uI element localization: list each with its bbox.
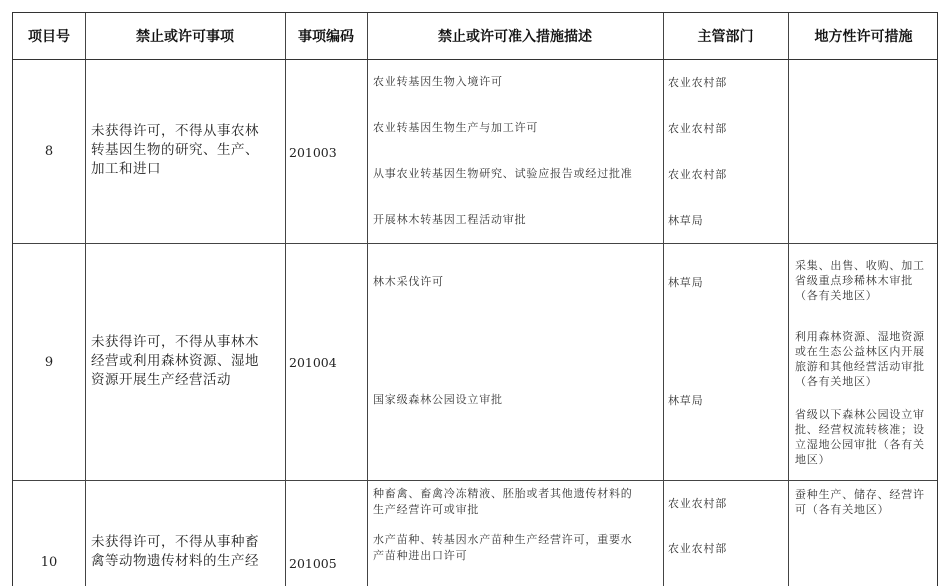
local-line: 蚕种生产、储存、经营许: [795, 488, 925, 501]
dept-text: 农业农村部: [668, 168, 727, 181]
header-local: 地方性许可措施: [814, 29, 913, 45]
local-line: 可（各有关地区）: [795, 503, 890, 516]
item-text: [91, 533, 259, 571]
row-number: 10: [40, 555, 58, 570]
dept-text: 农业农村部: [668, 76, 727, 89]
local-measure: [795, 258, 925, 303]
desc-line: 种畜禽、畜禽冷冻精液、胚胎或者其他遗传材料的: [373, 487, 633, 500]
local-line: 批、经营权流转核准；设: [795, 423, 925, 436]
desc-text: 从事农业转基因生物研究、试验应报告或经过批准: [373, 167, 633, 180]
desc-text: 农业转基因生物生产与加工许可: [373, 121, 539, 134]
item-line: 资源开展生产经营活动: [91, 372, 231, 388]
desc-text: [373, 532, 633, 564]
header-dept: 主管部门: [697, 29, 754, 45]
dept-text: 林草局: [668, 276, 704, 289]
dept-text: 农业农村部: [668, 122, 727, 135]
local-measure: [795, 407, 925, 467]
column-divider: [285, 13, 286, 586]
item-code: 201004: [289, 355, 337, 370]
column-divider: [367, 13, 368, 586]
item-line: 未获得许可，不得从事种畜: [91, 534, 259, 550]
local-line: （各有关地区）: [795, 289, 878, 302]
column-divider: [85, 13, 86, 586]
local-line: 利用森林资源、湿地资源: [795, 330, 925, 343]
local-line: （各有关地区）: [795, 375, 878, 388]
desc-text: 林木采伐许可: [373, 275, 444, 288]
local-line: 立湿地公园审批（各有关: [795, 438, 925, 451]
item-line: 禽等动物遗传材料的生产经: [91, 553, 259, 569]
dept-text: 农业农村部: [668, 497, 727, 510]
row-divider: [13, 480, 937, 481]
desc-text: 农业转基因生物入境许可: [373, 75, 503, 88]
item-code: 201003: [289, 145, 337, 160]
local-line: 旅游和其他经营活动审批: [795, 360, 925, 373]
row-number: 9: [44, 355, 54, 370]
local-line: 地区）: [795, 453, 831, 466]
column-divider: [663, 13, 664, 586]
item-code: 201005: [289, 556, 337, 571]
item-line: 未获得许可，不得从事林木: [91, 334, 259, 350]
row-divider: [13, 243, 937, 244]
header-desc: 禁止或许可准入措施描述: [438, 29, 592, 45]
permit-table: [12, 12, 938, 586]
item-line: 未获得许可，不得从事农林: [91, 123, 259, 139]
local-line: 省级重点珍稀林木审批: [795, 274, 913, 287]
dept-text: 农业农村部: [668, 542, 727, 555]
item-line: 经营或利用森林资源、湿地: [91, 353, 259, 369]
local-line: 或在生态公益林区内开展: [795, 345, 925, 358]
local-line: 省级以下森林公园设立审: [795, 408, 925, 421]
item-line: 转基因生物的研究、生产、: [91, 142, 259, 158]
desc-text: [373, 486, 633, 518]
item-line: 加工和进口: [91, 161, 161, 177]
desc-text: 开展林木转基因工程活动审批: [373, 213, 527, 226]
dept-text: 林草局: [668, 394, 704, 407]
header-code: 事项编码: [298, 29, 354, 45]
item-text: [91, 333, 259, 390]
local-line: 采集、出售、收购、加工: [795, 259, 925, 272]
desc-line: 水产苗种、转基因水产苗种生产经营许可，重要水: [373, 533, 633, 546]
header-item: 禁止或许可事项: [136, 29, 234, 45]
row-number: 8: [44, 144, 54, 159]
header-divider: [13, 59, 937, 60]
desc-text: 国家级森林公园设立审批: [373, 393, 503, 406]
dept-text: 林草局: [668, 214, 704, 227]
column-divider: [788, 13, 789, 586]
local-measure: [795, 487, 925, 517]
header-no: 项目号: [28, 29, 70, 45]
item-text: [91, 122, 259, 179]
desc-line: 产苗种进出口许可: [373, 549, 468, 562]
desc-line: 生产经营许可或审批: [373, 503, 480, 516]
local-measure: [795, 329, 925, 389]
